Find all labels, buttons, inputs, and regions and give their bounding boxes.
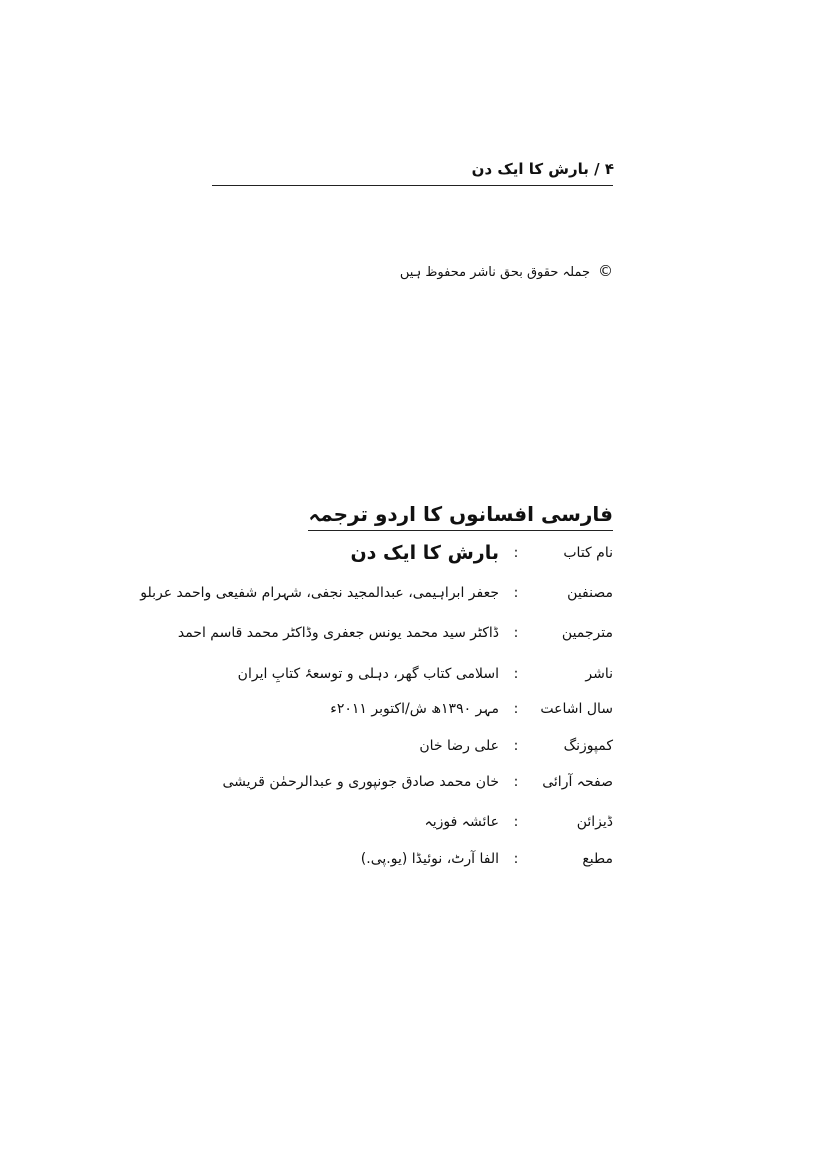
imprint-row-title bbox=[350, 538, 613, 568]
row-colon: : bbox=[513, 738, 519, 754]
row-colon: : bbox=[513, 625, 519, 641]
row-value: علی رضا خان bbox=[419, 738, 499, 754]
imprint-row-translators bbox=[178, 618, 613, 648]
row-label: مصنفین bbox=[567, 585, 613, 601]
row-value: عائشہ فوزیہ bbox=[424, 814, 499, 830]
row-value: الفا آرٹ، نوئیڈا (یو.پی.) bbox=[360, 851, 499, 867]
imprint-row-design bbox=[425, 807, 613, 837]
imprint-row-authors bbox=[140, 578, 613, 608]
copyright-notice bbox=[400, 262, 613, 280]
row-colon: : bbox=[513, 814, 519, 830]
row-label: صفحہ آرائی bbox=[542, 774, 613, 790]
copyright-text: جملہ حقوق بحق ناشر محفوظ ہیں bbox=[399, 265, 590, 280]
row-value: مہر ۱۳۹۰ھ ش/اکتوبر ۲۰۱۱ء bbox=[330, 701, 499, 717]
imprint-row-layout bbox=[222, 767, 613, 797]
row-colon: : bbox=[513, 585, 519, 601]
row-value: خان محمد صادق جونپوری و عبدالرحمٰن قریشی bbox=[222, 774, 499, 790]
row-label: سال اشاعت bbox=[540, 701, 613, 717]
imprint-row-composing bbox=[419, 731, 613, 761]
section-heading: فارسی افسانوں کا اردو ترجمہ bbox=[308, 502, 613, 531]
row-label: مترجمین bbox=[561, 625, 613, 641]
row-value: جعفر ابراہیمی، عبدالمجید نجفی، شہرام شفیعی واحمد عربلو bbox=[140, 585, 499, 601]
imprint-row-press bbox=[361, 844, 613, 874]
row-value: بارش کا ایک دن bbox=[350, 542, 499, 564]
copyright-icon: © bbox=[598, 262, 613, 280]
row-colon: : bbox=[513, 701, 519, 717]
row-label: ڈیزائن bbox=[576, 814, 613, 830]
row-colon: : bbox=[513, 545, 519, 561]
row-label: مطبع bbox=[582, 851, 613, 867]
imprint-row-publisher bbox=[238, 659, 613, 689]
row-label: نام کتاب bbox=[563, 545, 613, 561]
row-label: کمپوزنگ bbox=[563, 738, 613, 754]
row-colon: : bbox=[513, 666, 519, 682]
header-divider bbox=[212, 185, 613, 186]
row-label: ناشر bbox=[585, 666, 613, 682]
imprint-row-year bbox=[330, 694, 613, 724]
row-value: اسلامی کتاب گھر، دہلی و توسعۂ کتابِ ایران bbox=[237, 666, 499, 682]
row-value: ڈاکٹر سید محمد یونس جعفری وڈاکٹر محمد قاسم احمد bbox=[177, 625, 499, 641]
running-header: ۴ / بارش کا ایک دن bbox=[471, 160, 614, 178]
row-colon: : bbox=[513, 774, 519, 790]
row-colon: : bbox=[513, 851, 519, 867]
